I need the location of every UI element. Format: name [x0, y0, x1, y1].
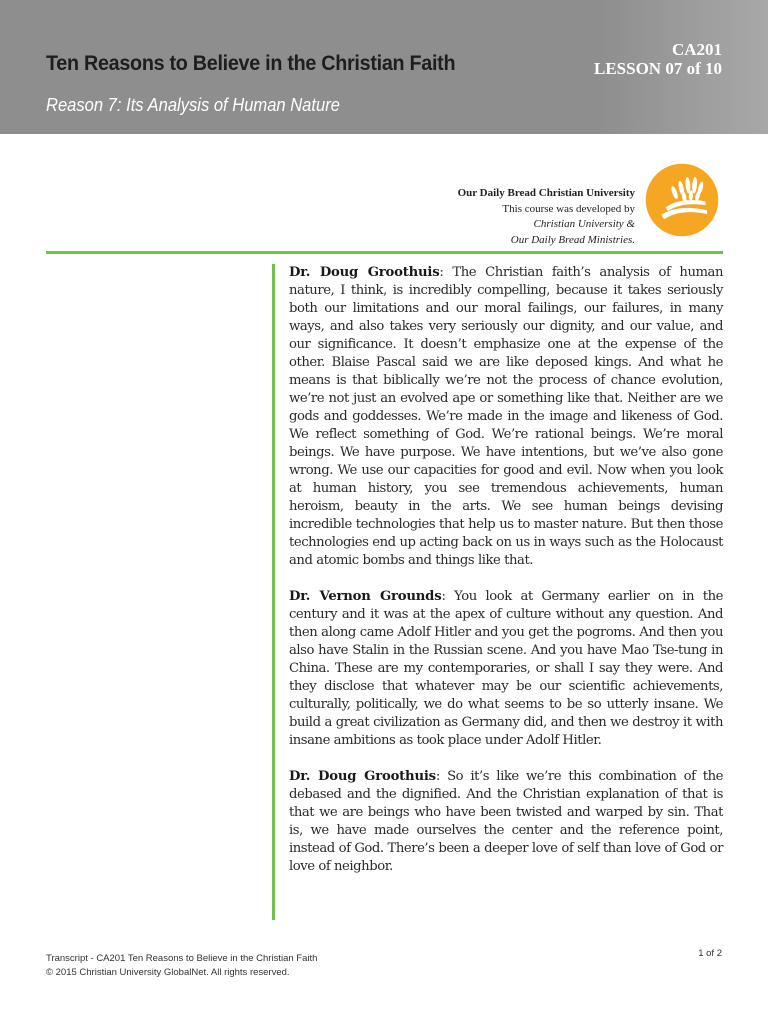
transcript-paragraph: [289, 768, 723, 876]
footer-info: [46, 952, 317, 979]
speaker-text: : You look at Germany earlier on in the century and it was at the apex of culture without any question. And then along came Adolf Hitler and you get the pogroms. And then you also have Stalin in the Russian scene. And you have Mao Tse-tung in China. These are my contemporaries, or shall I say they were. And they disclose that whatever may be our scientific achievements, culturally, politically, we do what seems to be so utterly insane. We build a great civilization as Germany did, and then we destroy it with insane ambitions as took place under Adolf Hitler.: [289, 589, 723, 748]
transcript-paragraph: [289, 588, 723, 750]
transcript-paragraph: [289, 264, 723, 570]
speaker-text: : The Christian faith’s analysis of human nature, I think, is incredibly compelling, because it takes seriously both our limitations and our moral failings, our failures, in many ways, and also takes very seriously our dignity, and our value, and our significance. It doesn’t emphasize one at the expense of the other. Blaise Pascal said we are like deposed kings. And what he means is that biblically we’re not the process of chance evolution, we’re not just an evolved ape or something like that. Neither are we gods and goddesses. We’re made in the image and likeness of God. We reflect something of God. We’re rational beings. We’re moral beings. We have purpose. We have intentions, but we’ve also gone wrong. We use our capacities for good and evil. Now when you look at human history, you see tremendous achievements, human heroism, beauty in the arts. We see human beings devising incredible technologies that help us to master nature. But then those technologies end up acting back on us in ways such as the Holocaust and atomic bombs and things like that.: [289, 265, 723, 568]
course-title: Ten Reasons to Believe in the Christian Faith: [46, 52, 456, 75]
wheat-logo-icon: [645, 163, 719, 237]
developed-by-text: This course was developed by: [502, 202, 635, 215]
branding-block: [458, 186, 635, 248]
lesson-number: LESSON 07 of 10: [594, 59, 722, 78]
page-number: 1 of 2: [698, 948, 722, 959]
lesson-subtitle: Reason 7: Its Analysis of Human Nature: [46, 95, 340, 115]
speaker-name: Dr. Doug Groothuis: [289, 769, 436, 784]
course-code-block: [594, 40, 722, 78]
org-name: Our Daily Bread Christian University: [457, 187, 635, 199]
header-divider: [46, 251, 723, 254]
partner-name-1: Christian University &: [533, 218, 635, 230]
course-code: CA201: [671, 40, 722, 59]
speaker-text: : So it’s like we’re this combination of the debased and the dignified. And the Christian explanation of that is that we are beings who have been twisted and warped by sin. That is, we have made ourselves the center and the reference point, instead of God. There’s been a deeper love of self than love of God or love of neighbor.: [289, 769, 724, 874]
footer-copyright: © 2015 Christian University GlobalNet. All rights reserved.: [46, 966, 290, 978]
speaker-name: Dr. Doug Groothuis: [289, 265, 440, 280]
content-margin-rule: [272, 264, 275, 920]
transcript-body: [289, 264, 723, 894]
header-banner: [0, 0, 768, 134]
speaker-name: Dr. Vernon Grounds: [289, 589, 442, 604]
partner-name-2: Our Daily Bread Ministries.: [510, 233, 635, 246]
footer-transcript-title: Transcript - CA201 Ten Reasons to Believe in the Christian Faith: [46, 953, 318, 964]
